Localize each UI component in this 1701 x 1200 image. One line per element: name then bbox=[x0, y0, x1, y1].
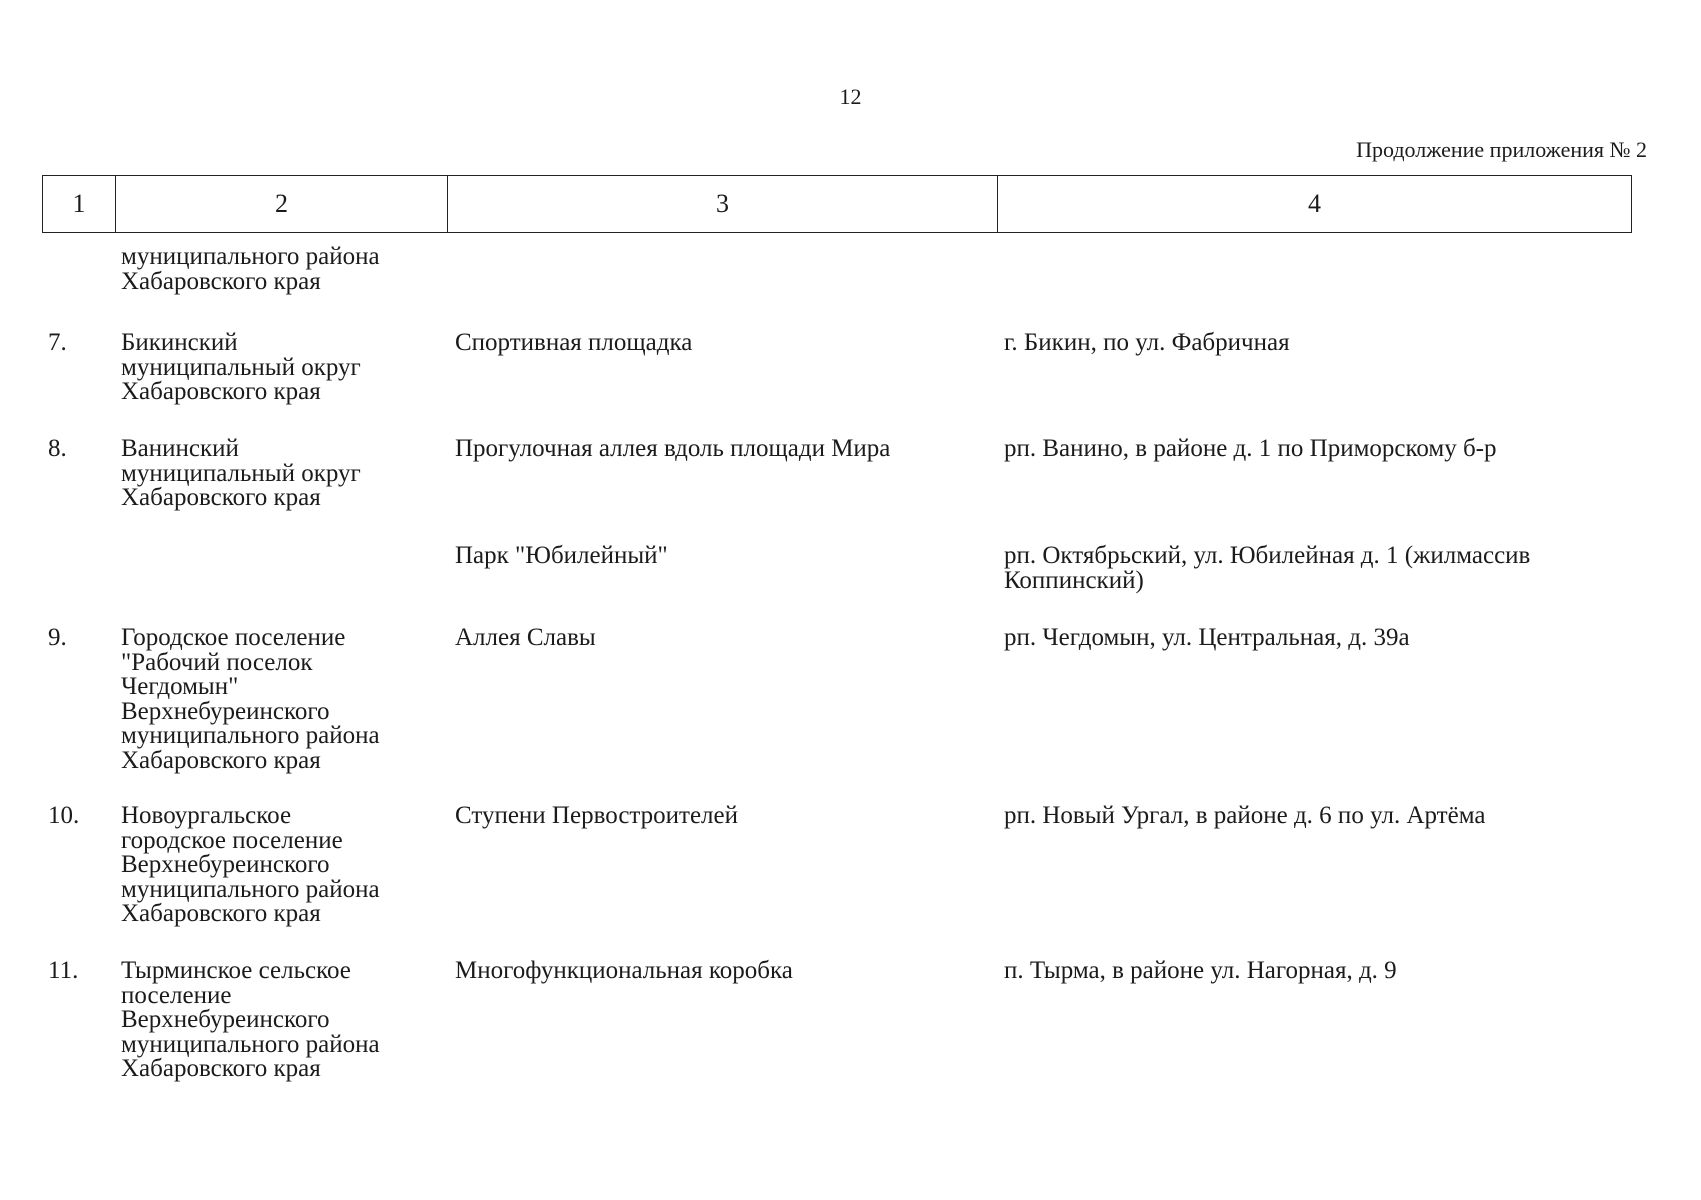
object-address: г. Бикин, по ул. Фабричная bbox=[1004, 329, 1290, 356]
municipality-name: Новоургальское городское поселение Верхнебуреинского муниципального района Хабаровского края bbox=[121, 802, 380, 927]
column-header-3: 3 bbox=[447, 176, 997, 232]
row-number: 11. bbox=[48, 957, 79, 984]
object-name: Ступени Первостроителей bbox=[455, 802, 739, 829]
object-address: рп. Чегдомын, ул. Центральная, д. 39а bbox=[1004, 624, 1410, 651]
object-name: Аллея Славы bbox=[455, 624, 596, 651]
appendix-continuation-label: Продолжение приложения № 2 bbox=[1356, 137, 1647, 162]
row-number: 8. bbox=[48, 435, 67, 462]
municipality-name: Городское поселение "Рабочий поселок Чегдомын" Верхнебуреинского муниципального района Хабаровского края bbox=[121, 624, 380, 774]
object-name: Парк "Юбилейный" bbox=[455, 542, 668, 569]
municipality-name: Бикинский муниципальный округ Хабаровского края bbox=[121, 329, 361, 405]
object-name: Прогулочная аллея вдоль площади Мира bbox=[455, 435, 891, 462]
page-number: 12 bbox=[839, 84, 862, 109]
object-name: Многофункциональная коробка bbox=[455, 957, 793, 984]
column-header-1: 1 bbox=[72, 189, 86, 218]
municipality-name: Тырминское сельское поселение Верхнебуреинского муниципального района Хабаровского края bbox=[121, 957, 380, 1082]
object-address: рп. Новый Ургал, в районе д. 6 по ул. Артёма bbox=[1004, 802, 1486, 829]
column-header-4: 4 bbox=[997, 176, 1631, 232]
object-address: рп. Октябрьский, ул. Юбилейная д. 1 (жилмассив Коппинский) bbox=[1004, 542, 1531, 594]
row-number: 10. bbox=[48, 802, 80, 829]
column-header-2: 2 bbox=[115, 176, 447, 232]
municipality-name: Ванинский муниципальный округ Хабаровского края bbox=[121, 435, 361, 511]
object-name: Спортивная площадка bbox=[455, 329, 693, 356]
object-address: рп. Ванино, в районе д. 1 по Приморскому б-р bbox=[1004, 435, 1497, 462]
row-number: 9. bbox=[48, 624, 67, 651]
row-number: 7. bbox=[48, 329, 67, 356]
municipality-name: муниципального района Хабаровского края bbox=[121, 243, 380, 295]
object-address: п. Тырма, в районе ул. Нагорная, д. 9 bbox=[1004, 957, 1397, 984]
